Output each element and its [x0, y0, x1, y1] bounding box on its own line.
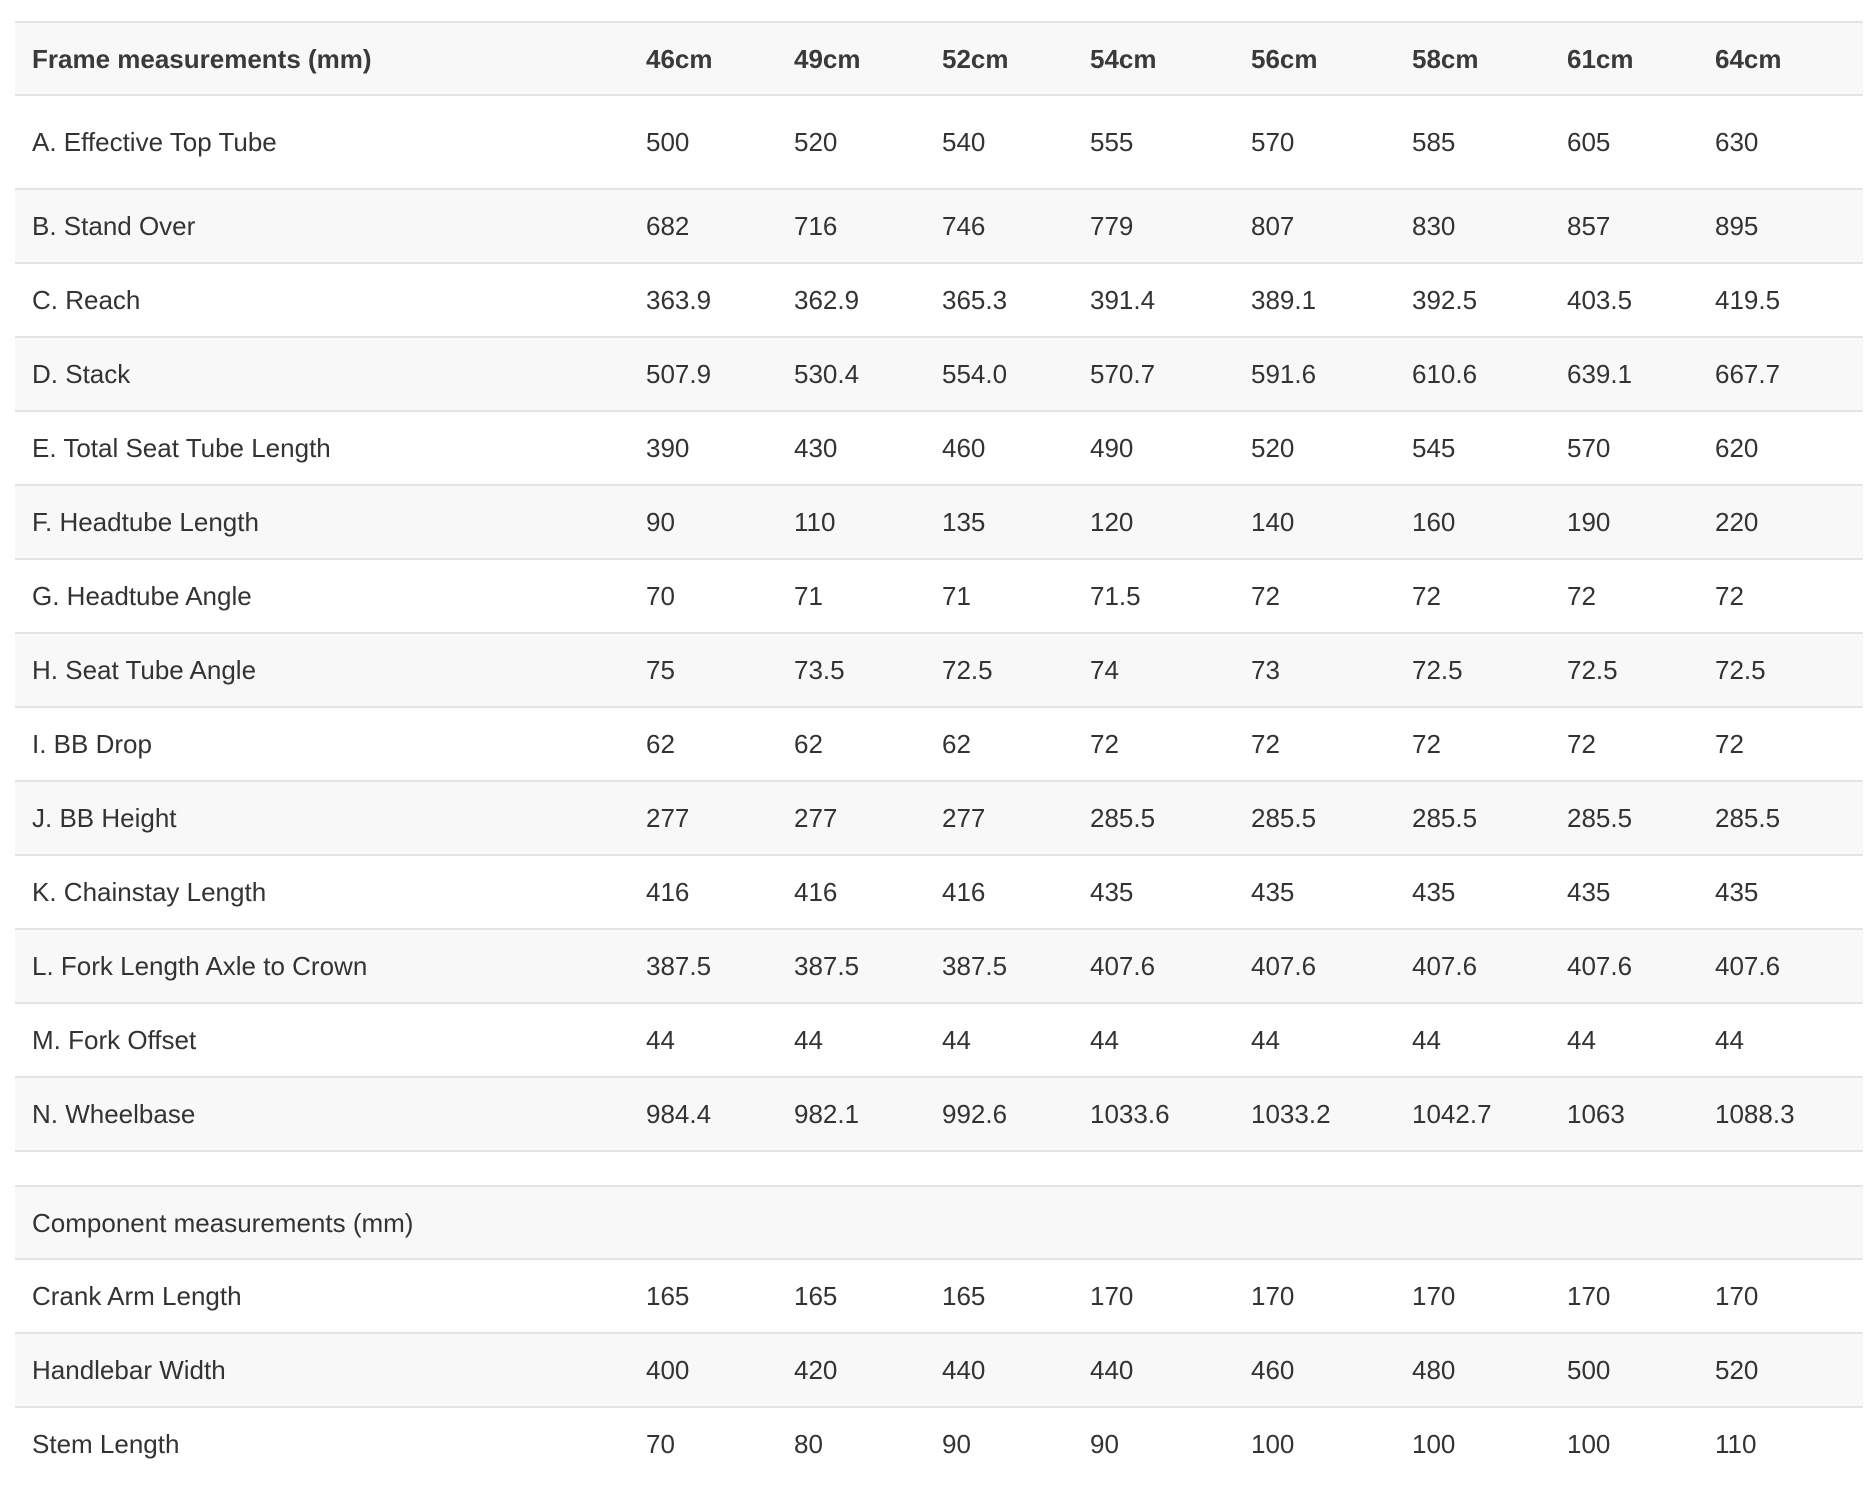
frame-cell-56cm: 1033.2 — [1234, 1077, 1395, 1151]
frame-cell-58cm: 407.6 — [1395, 929, 1550, 1003]
frame-cell-49cm: 387.5 — [777, 929, 925, 1003]
frame-cell-56cm: 807 — [1234, 189, 1395, 263]
frame-heading: Frame measurements (mm) — [15, 22, 629, 95]
component-row-label: Crank Arm Length — [15, 1259, 629, 1333]
frame-cell-54cm: 285.5 — [1073, 781, 1234, 855]
frame-cell-58cm: 610.6 — [1395, 337, 1550, 411]
component-cell-54cm: 90 — [1073, 1407, 1234, 1480]
component-row — [15, 1407, 1863, 1480]
frame-row-label: M. Fork Offset — [15, 1003, 629, 1077]
frame-cell-64cm: 667.7 — [1698, 337, 1863, 411]
frame-cell-46cm: 984.4 — [629, 1077, 777, 1151]
component-row-label: Stem Length — [15, 1407, 629, 1480]
frame-cell-49cm: 62 — [777, 707, 925, 781]
frame-cell-58cm: 585 — [1395, 95, 1550, 189]
frame-row — [15, 707, 1863, 781]
frame-cell-61cm: 72 — [1550, 559, 1698, 633]
frame-cell-56cm: 520 — [1234, 411, 1395, 485]
frame-row — [15, 411, 1863, 485]
size-header-46cm: 46cm — [629, 22, 777, 95]
frame-cell-56cm: 140 — [1234, 485, 1395, 559]
component-cell-56cm: 100 — [1234, 1407, 1395, 1480]
frame-cell-64cm: 407.6 — [1698, 929, 1863, 1003]
frame-cell-46cm: 416 — [629, 855, 777, 929]
frame-cell-52cm: 992.6 — [925, 1077, 1073, 1151]
frame-row — [15, 485, 1863, 559]
frame-cell-52cm: 135 — [925, 485, 1073, 559]
frame-cell-56cm: 591.6 — [1234, 337, 1395, 411]
frame-cell-49cm: 430 — [777, 411, 925, 485]
frame-cell-61cm: 570 — [1550, 411, 1698, 485]
frame-cell-64cm: 1088.3 — [1698, 1077, 1863, 1151]
frame-cell-56cm: 44 — [1234, 1003, 1395, 1077]
frame-cell-58cm: 72 — [1395, 707, 1550, 781]
size-header-61cm: 61cm — [1550, 22, 1698, 95]
component-cell-61cm: 500 — [1550, 1333, 1698, 1407]
component-measurements-table — [15, 1185, 1863, 1480]
frame-cell-58cm: 285.5 — [1395, 781, 1550, 855]
frame-row — [15, 633, 1863, 707]
frame-cell-56cm: 435 — [1234, 855, 1395, 929]
component-cell-46cm: 165 — [629, 1259, 777, 1333]
frame-row-label: K. Chainstay Length — [15, 855, 629, 929]
frame-cell-49cm: 982.1 — [777, 1077, 925, 1151]
frame-cell-46cm: 44 — [629, 1003, 777, 1077]
frame-row-label: B. Stand Over — [15, 189, 629, 263]
frame-cell-61cm: 857 — [1550, 189, 1698, 263]
frame-cell-58cm: 72 — [1395, 559, 1550, 633]
component-cell-61cm: 100 — [1550, 1407, 1698, 1480]
frame-cell-61cm: 72.5 — [1550, 633, 1698, 707]
frame-cell-64cm: 44 — [1698, 1003, 1863, 1077]
frame-cell-54cm: 74 — [1073, 633, 1234, 707]
frame-cell-54cm: 1033.6 — [1073, 1077, 1234, 1151]
frame-cell-52cm: 460 — [925, 411, 1073, 485]
frame-cell-46cm: 70 — [629, 559, 777, 633]
frame-cell-54cm: 779 — [1073, 189, 1234, 263]
component-rows — [15, 1259, 1863, 1480]
frame-cell-54cm: 490 — [1073, 411, 1234, 485]
frame-cell-64cm: 419.5 — [1698, 263, 1863, 337]
frame-row — [15, 781, 1863, 855]
frame-cell-64cm: 72 — [1698, 707, 1863, 781]
frame-cell-56cm: 285.5 — [1234, 781, 1395, 855]
component-cell-54cm: 440 — [1073, 1333, 1234, 1407]
frame-cell-61cm: 435 — [1550, 855, 1698, 929]
frame-row-label: C. Reach — [15, 263, 629, 337]
frame-row-label: F. Headtube Length — [15, 485, 629, 559]
frame-cell-52cm: 44 — [925, 1003, 1073, 1077]
frame-cell-58cm: 44 — [1395, 1003, 1550, 1077]
size-header-49cm: 49cm — [777, 22, 925, 95]
frame-cell-56cm: 72 — [1234, 559, 1395, 633]
frame-cell-49cm: 44 — [777, 1003, 925, 1077]
component-cell-52cm: 440 — [925, 1333, 1073, 1407]
frame-rows — [15, 95, 1863, 1151]
component-cell-49cm: 420 — [777, 1333, 925, 1407]
size-header-52cm: 52cm — [925, 22, 1073, 95]
frame-cell-46cm: 507.9 — [629, 337, 777, 411]
frame-row-label: A. Effective Top Tube — [15, 95, 629, 189]
frame-cell-54cm: 391.4 — [1073, 263, 1234, 337]
frame-cell-64cm: 220 — [1698, 485, 1863, 559]
size-header-54cm: 54cm — [1073, 22, 1234, 95]
frame-cell-54cm: 435 — [1073, 855, 1234, 929]
size-header-56cm: 56cm — [1234, 22, 1395, 95]
frame-cell-61cm: 190 — [1550, 485, 1698, 559]
frame-cell-52cm: 72.5 — [925, 633, 1073, 707]
frame-cell-61cm: 1063 — [1550, 1077, 1698, 1151]
frame-cell-54cm: 71.5 — [1073, 559, 1234, 633]
frame-cell-52cm: 554.0 — [925, 337, 1073, 411]
component-header-row — [15, 1186, 1863, 1259]
component-cell-64cm: 520 — [1698, 1333, 1863, 1407]
frame-cell-46cm: 62 — [629, 707, 777, 781]
frame-cell-52cm: 746 — [925, 189, 1073, 263]
frame-row-label: H. Seat Tube Angle — [15, 633, 629, 707]
frame-cell-54cm: 44 — [1073, 1003, 1234, 1077]
frame-cell-54cm: 570.7 — [1073, 337, 1234, 411]
frame-cell-49cm: 73.5 — [777, 633, 925, 707]
frame-row — [15, 189, 1863, 263]
frame-cell-64cm: 72.5 — [1698, 633, 1863, 707]
frame-cell-61cm: 403.5 — [1550, 263, 1698, 337]
component-cell-58cm: 480 — [1395, 1333, 1550, 1407]
component-cell-54cm: 170 — [1073, 1259, 1234, 1333]
frame-cell-58cm: 392.5 — [1395, 263, 1550, 337]
frame-row — [15, 1077, 1863, 1151]
frame-cell-56cm: 407.6 — [1234, 929, 1395, 1003]
frame-cell-46cm: 277 — [629, 781, 777, 855]
component-cell-46cm: 400 — [629, 1333, 777, 1407]
component-cell-56cm: 170 — [1234, 1259, 1395, 1333]
frame-row — [15, 337, 1863, 411]
component-row-label: Handlebar Width — [15, 1333, 629, 1407]
frame-cell-46cm: 682 — [629, 189, 777, 263]
frame-cell-61cm: 407.6 — [1550, 929, 1698, 1003]
frame-cell-64cm: 72 — [1698, 559, 1863, 633]
frame-cell-49cm: 716 — [777, 189, 925, 263]
frame-cell-61cm: 605 — [1550, 95, 1698, 189]
frame-cell-61cm: 285.5 — [1550, 781, 1698, 855]
frame-cell-49cm: 416 — [777, 855, 925, 929]
frame-row-label: L. Fork Length Axle to Crown — [15, 929, 629, 1003]
component-cell-46cm: 70 — [629, 1407, 777, 1480]
frame-row-label: N. Wheelbase — [15, 1077, 629, 1151]
frame-cell-46cm: 390 — [629, 411, 777, 485]
frame-cell-56cm: 389.1 — [1234, 263, 1395, 337]
frame-cell-64cm: 895 — [1698, 189, 1863, 263]
component-cell-56cm: 460 — [1234, 1333, 1395, 1407]
frame-row — [15, 855, 1863, 929]
frame-row-label: D. Stack — [15, 337, 629, 411]
frame-cell-46cm: 75 — [629, 633, 777, 707]
frame-row — [15, 929, 1863, 1003]
frame-cell-49cm: 520 — [777, 95, 925, 189]
frame-cell-52cm: 62 — [925, 707, 1073, 781]
geometry-chart — [15, 21, 1863, 1480]
section-spacer — [15, 1152, 1863, 1185]
frame-cell-49cm: 277 — [777, 781, 925, 855]
frame-cell-61cm: 639.1 — [1550, 337, 1698, 411]
frame-cell-58cm: 435 — [1395, 855, 1550, 929]
frame-cell-52cm: 277 — [925, 781, 1073, 855]
component-cell-61cm: 170 — [1550, 1259, 1698, 1333]
frame-cell-49cm: 530.4 — [777, 337, 925, 411]
frame-cell-61cm: 44 — [1550, 1003, 1698, 1077]
frame-cell-56cm: 72 — [1234, 707, 1395, 781]
frame-cell-61cm: 72 — [1550, 707, 1698, 781]
size-header-64cm: 64cm — [1698, 22, 1863, 95]
component-cell-52cm: 90 — [925, 1407, 1073, 1480]
component-cell-58cm: 100 — [1395, 1407, 1550, 1480]
component-cell-49cm: 165 — [777, 1259, 925, 1333]
frame-cell-64cm: 285.5 — [1698, 781, 1863, 855]
frame-cell-54cm: 72 — [1073, 707, 1234, 781]
frame-row-label: J. BB Height — [15, 781, 629, 855]
frame-cell-58cm: 160 — [1395, 485, 1550, 559]
frame-cell-52cm: 71 — [925, 559, 1073, 633]
frame-cell-58cm: 830 — [1395, 189, 1550, 263]
frame-cell-54cm: 407.6 — [1073, 929, 1234, 1003]
frame-cell-46cm: 500 — [629, 95, 777, 189]
frame-cell-46cm: 387.5 — [629, 929, 777, 1003]
frame-cell-64cm: 435 — [1698, 855, 1863, 929]
frame-row-label: I. BB Drop — [15, 707, 629, 781]
frame-cell-64cm: 620 — [1698, 411, 1863, 485]
frame-cell-52cm: 365.3 — [925, 263, 1073, 337]
frame-row-label: E. Total Seat Tube Length — [15, 411, 629, 485]
frame-cell-54cm: 555 — [1073, 95, 1234, 189]
component-row — [15, 1333, 1863, 1407]
frame-cell-49cm: 362.9 — [777, 263, 925, 337]
component-cell-64cm: 110 — [1698, 1407, 1863, 1480]
frame-cell-58cm: 1042.7 — [1395, 1077, 1550, 1151]
frame-cell-52cm: 540 — [925, 95, 1073, 189]
frame-cell-64cm: 630 — [1698, 95, 1863, 189]
frame-cell-49cm: 71 — [777, 559, 925, 633]
component-heading: Component measurements (mm) — [15, 1186, 629, 1259]
frame-header-row — [15, 22, 1863, 95]
frame-cell-56cm: 570 — [1234, 95, 1395, 189]
frame-cell-52cm: 387.5 — [925, 929, 1073, 1003]
component-cell-64cm: 170 — [1698, 1259, 1863, 1333]
frame-row — [15, 263, 1863, 337]
frame-cell-49cm: 110 — [777, 485, 925, 559]
frame-cell-58cm: 72.5 — [1395, 633, 1550, 707]
frame-row — [15, 95, 1863, 189]
component-cell-52cm: 165 — [925, 1259, 1073, 1333]
frame-row — [15, 559, 1863, 633]
frame-row — [15, 1003, 1863, 1077]
component-row — [15, 1259, 1863, 1333]
frame-cell-46cm: 90 — [629, 485, 777, 559]
frame-cell-54cm: 120 — [1073, 485, 1234, 559]
frame-cell-56cm: 73 — [1234, 633, 1395, 707]
component-cell-49cm: 80 — [777, 1407, 925, 1480]
size-header-58cm: 58cm — [1395, 22, 1550, 95]
frame-row-label: G. Headtube Angle — [15, 559, 629, 633]
frame-cell-52cm: 416 — [925, 855, 1073, 929]
frame-measurements-table — [15, 21, 1863, 1152]
frame-cell-58cm: 545 — [1395, 411, 1550, 485]
frame-cell-46cm: 363.9 — [629, 263, 777, 337]
component-cell-58cm: 170 — [1395, 1259, 1550, 1333]
